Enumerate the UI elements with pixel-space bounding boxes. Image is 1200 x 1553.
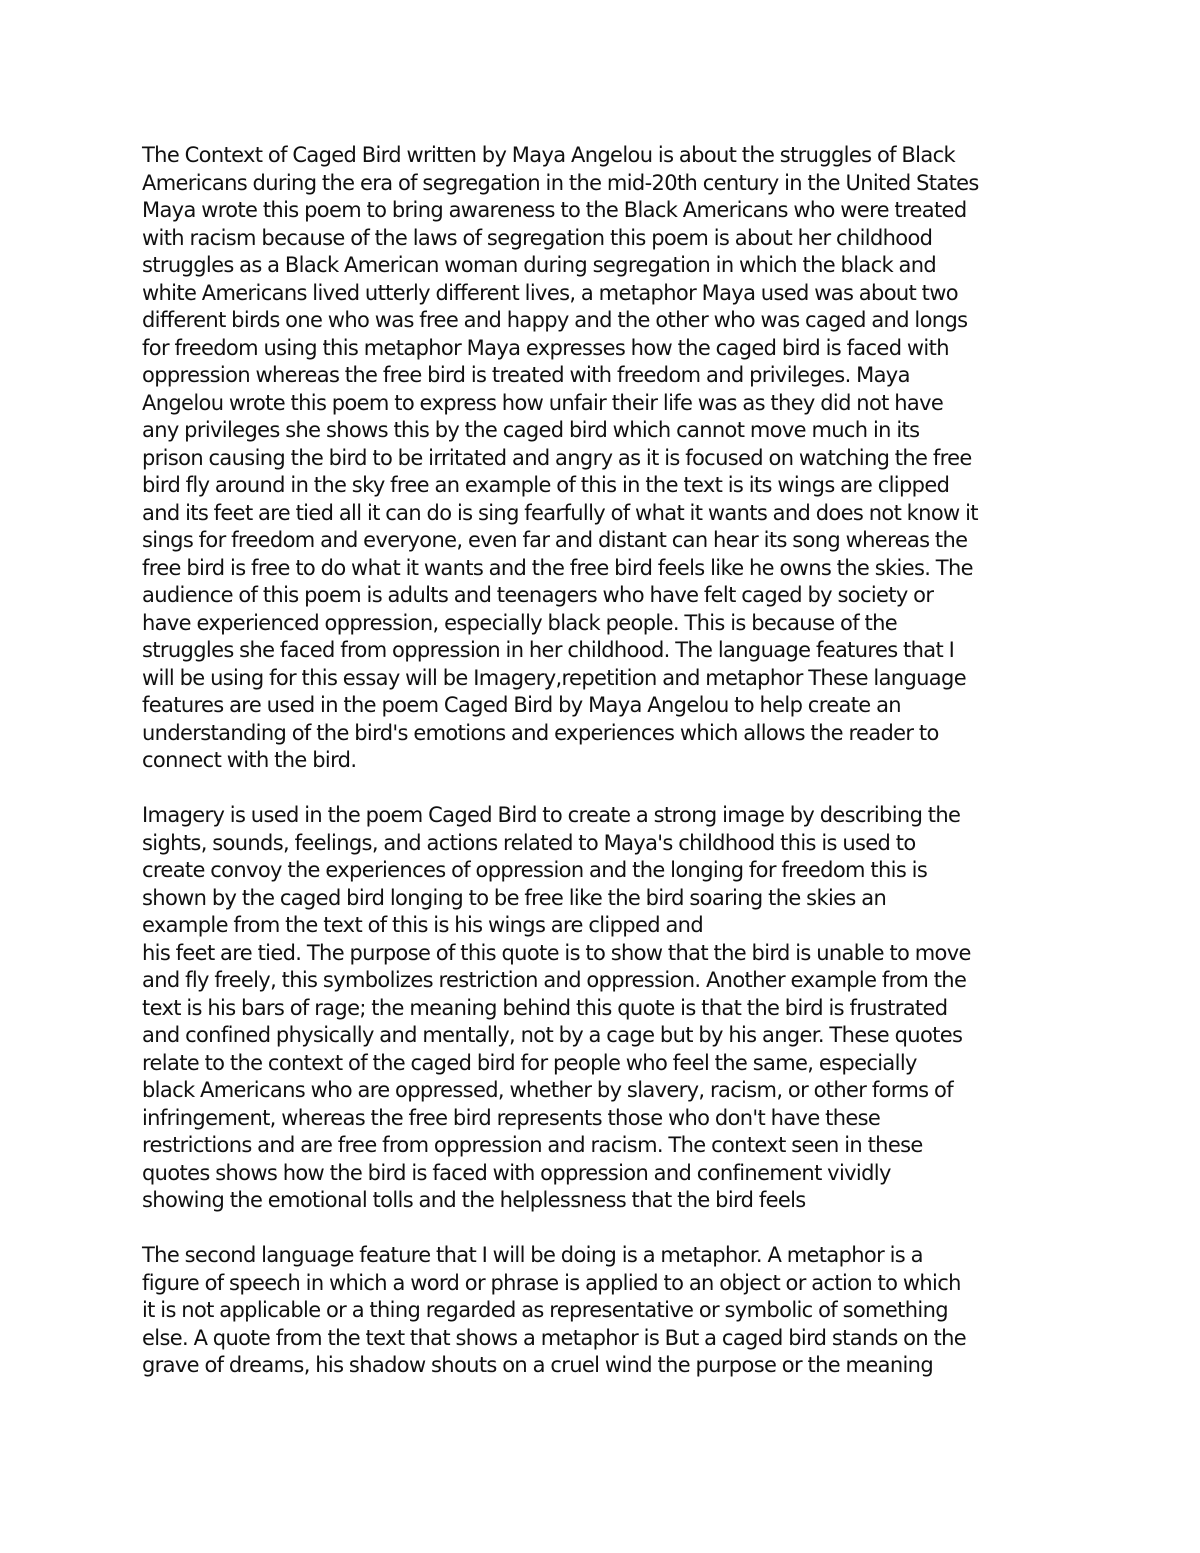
text-line: text is his bars of rage; the meaning behind this quote is that the bird is frustrated: [142, 995, 948, 1020]
text-line: any privileges she shows this by the caged bird which cannot move much in its: [142, 418, 920, 442]
text-line: and confined physically and mentally, not by a cage but by his anger. These quotes: [142, 1023, 963, 1047]
text-line: audience of this poem is adults and teenagers who have felt caged by society or: [142, 583, 934, 607]
paragraph-metaphor: [142, 1242, 1102, 1380]
text-line: white Americans lived utterly different lives, a metaphor Maya used was about two: [142, 280, 958, 305]
text-line: features are used in the poem Caged Bird by Maya Angelou to help create an: [142, 693, 901, 717]
text-line: create convoy the experiences of oppression and the longing for freedom this is: [142, 858, 928, 882]
text-line: else. A quote from the text that shows a metaphor is But a caged bird stands on the: [142, 1325, 967, 1350]
text-line: quotes shows how the bird is faced with oppression and confinement vividly: [142, 1160, 891, 1185]
text-line: oppression whereas the free bird is treated with freedom and privileges. Maya: [142, 363, 910, 387]
text-line: restrictions and are free from oppression and racism. The context seen in these: [142, 1133, 923, 1157]
text-line: and its feet are tied all it can do is sing fearfully of what it wants and does not know it: [142, 500, 978, 525]
text-line: grave of dreams, his shadow shouts on a cruel wind the purpose or the meaning: [142, 1353, 933, 1377]
text-line: The second language feature that I will be doing is a metaphor. A metaphor is a: [142, 1243, 923, 1267]
document-body: [142, 142, 1102, 1380]
text-line: Imagery is used in the poem Caged Bird to create a strong image by describing the: [142, 803, 961, 827]
text-line: infringement, whereas the free bird represents those who don't have these: [142, 1105, 881, 1130]
text-line: Americans during the era of segregation in the mid-20th century in the United States: [142, 170, 979, 195]
text-line: struggles she faced from oppression in her childhood. The language features that I: [142, 638, 955, 662]
text-line: Maya wrote this poem to bring awareness to the Black Americans who were treated: [142, 198, 967, 222]
text-line: bird fly around in the sky free an example of this in the text is its wings are clipped: [142, 473, 950, 497]
paragraph-context: [142, 142, 1102, 775]
text-line: example from the text of this is his wings are clipped and: [142, 913, 704, 937]
text-line: for freedom using this metaphor Maya expresses how the caged bird is faced with: [142, 335, 949, 360]
text-line: prison causing the bird to be irritated and angry as it is focused on watching the free: [142, 445, 972, 470]
text-line: have experienced oppression, especially black people. This is because of the: [142, 610, 898, 635]
text-line: The Context of Caged Bird written by Maya Angelou is about the struggles of Black: [142, 143, 955, 167]
text-line: his feet are tied. The purpose of this quote is to show that the bird is unable to move: [142, 940, 971, 965]
text-line: with racism because of the laws of segregation this poem is about her childhood: [142, 225, 933, 250]
text-line: figure of speech in which a word or phrase is applied to an object or action to which: [142, 1270, 961, 1295]
text-line: different birds one who was free and happy and the other who was caged and longs: [142, 308, 968, 332]
text-line: sights, sounds, feelings, and actions related to Maya's childhood this is used to: [142, 830, 916, 855]
text-line: shown by the caged bird longing to be free like the bird soaring the skies an: [142, 885, 887, 910]
text-line: sings for freedom and everyone, even far and distant can hear its song whereas the: [142, 528, 968, 552]
paragraph-gap: [142, 1215, 1102, 1243]
paragraph-gap: [142, 775, 1102, 803]
text-line: connect with the bird.: [142, 748, 357, 772]
text-line: relate to the context of the caged bird for people who feel the same, especially: [142, 1050, 917, 1075]
text-line: showing the emotional tolls and the helplessness that the bird feels: [142, 1188, 806, 1212]
text-line: it is not applicable or a thing regarded as representative or symbolic of something: [142, 1298, 948, 1322]
text-line: will be using for this essay will be Imagery,repetition and metaphor These language: [142, 665, 966, 690]
paragraph-imagery: [142, 802, 1102, 1215]
text-line: black Americans who are oppressed, whether by slavery, racism, or other forms of: [142, 1078, 953, 1102]
text-line: Angelou wrote this poem to express how unfair their life was as they did not have: [142, 390, 944, 415]
text-line: and fly freely, this symbolizes restriction and oppression. Another example from the: [142, 968, 967, 992]
text-line: understanding of the bird's emotions and experiences which allows the reader to: [142, 720, 939, 745]
text-line: free bird is free to do what it wants and the free bird feels like he owns the skies. The: [142, 555, 973, 580]
text-line: struggles as a Black American woman during segregation in which the black and: [142, 253, 937, 277]
